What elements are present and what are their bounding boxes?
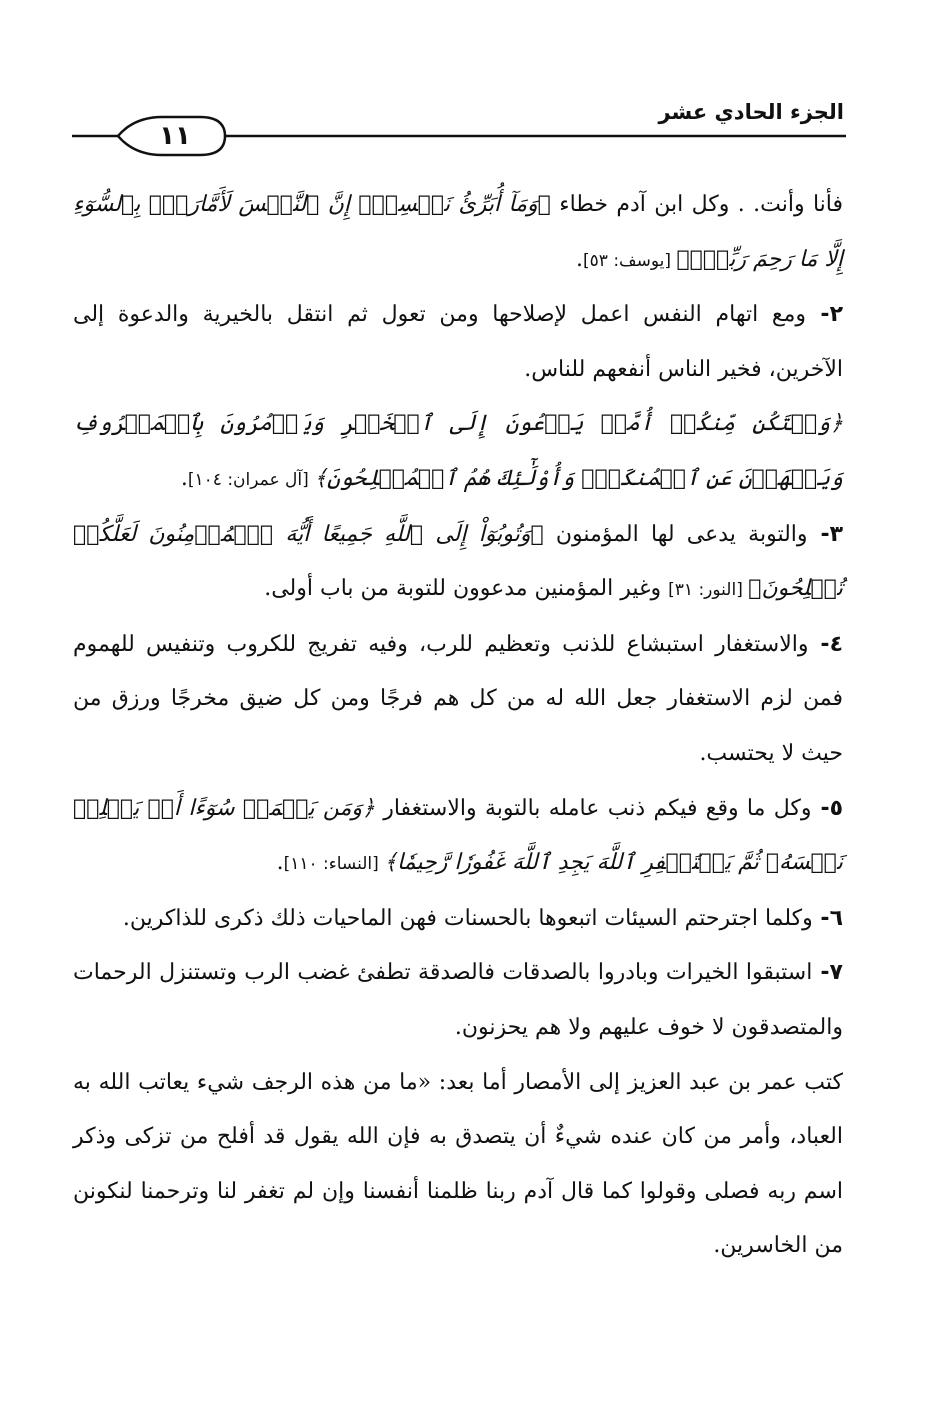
paragraph-text: وكلما اجترحتم السيئات اتبعوها بالحسنات فهن الماحيات ذلك ذكرى للذاكرين. (122, 905, 813, 931)
running-title: الجزء الحادي عشر (658, 100, 844, 124)
verse-citation: [النساء: ١١٠] (283, 854, 385, 875)
paragraph-text: والاستغفار استبشاع للذنب وتعظيم للرب، وفيه تفريج للكروب وتنفيس للهموم فمن لزم الاستغفار جعل الله له من كل هم فرجًا ومن كل ضيق مخرجًا ورزق من حيث لا يحتسب. (73, 631, 843, 766)
paragraph-1 (73, 178, 843, 288)
paragraph-6 (73, 782, 843, 892)
item-number: ٧- (812, 960, 843, 986)
paragraph-tail: . (180, 465, 188, 491)
paragraph-text: استبقوا الخيرات وبادروا بالصدقات فالصدقة تطفئ غضب الرب وتستنزل الرحمات والمتصدقون لا خوف عليهم ولا هم يحزنون. (73, 960, 843, 1040)
page-number: ١١ (159, 121, 191, 151)
paragraph-tail: . (276, 850, 284, 876)
quran-verse: ﴿وَمَآ أُبَرِّئُ نَفۡسِيٓۚ إِنَّ ٱلنَّفۡسَ لَأَمَّارَةُۢ بِٱلسُّوٓءِ إِلَّا مَا رَحِمَ رَبِّيٓۚ﴾ (73, 192, 843, 272)
paragraph-text: كتب عمر بن عبد العزيز إلى الأمصار أما بعد: «ما من هذه الرجف شيء يعاتب الله به العباد، وأمر من كان عنده شيءٌ أن يتصدق به فإن الله يقول قد أفلح من تزكى وذكر اسم ربه فصلى وقولوا كما قال آدم ربنا ظلمنا أنفسنا وإن لم تغفر لنا وترحمنا لنكونن من الخاسرين. (73, 1069, 843, 1259)
quran-verse: ﴿وَلۡتَكُن مِّنكُمۡ أُمَّةٞ يَدۡعُونَ إِلَى ٱلۡخَيۡرِ وَيَأۡمُرُونَ بِٱلۡمَعۡرُوفِ وَيَنۡهَوۡنَ عَنِ ٱلۡمُنكَرِۚ وَأُوْلَٰٓئِكَ هُمُ ٱلۡمُفۡلِحُونَ﴾ (73, 411, 843, 491)
verse-citation: [آل عمران: ١٠٤] (187, 469, 315, 490)
paragraph-tail: . (576, 246, 584, 272)
paragraph-5 (73, 618, 843, 782)
item-number: ٦- (812, 905, 843, 931)
paragraph-text: وكل ما وقع فيكم ذنب عامله بالتوبة والاستغفار (374, 795, 812, 821)
body-text (73, 178, 843, 1274)
paragraph-tail: وغير المؤمنين مدعوون للتوبة من باب أولى. (264, 576, 669, 602)
verse-citation: [النور: ٣١] (668, 580, 749, 601)
paragraph-7 (73, 892, 843, 947)
paragraph-4 (73, 508, 843, 618)
paragraph-3 (73, 397, 843, 507)
paragraph-text: والتوبة يدعى لها المؤمنون (543, 521, 808, 547)
paragraph-text: ومع اتهام النفس اعمل لإصلاحها ومن تعول ثم انتقل بالخيرية والدعوة إلى الآخرين، فخير الناس أنفعهم للناس. (73, 302, 843, 382)
verse-citation: [يوسف: ٥٣] (583, 250, 677, 271)
item-number: ٣- (807, 521, 844, 547)
paragraph-8 (73, 946, 843, 1055)
item-number: ٤- (808, 631, 843, 657)
paragraph-text: فأنا وأنت. . وكل ابن آدم خطاء (550, 192, 843, 217)
paragraph-9 (73, 1056, 843, 1274)
paragraph-2 (73, 288, 843, 397)
item-number: ٢- (806, 302, 844, 328)
item-number: ٥- (811, 795, 844, 821)
quran-verse: ﴿وَتُوبُوٓاْ إِلَى ٱللَّهِ جَمِيعًا أَيُّهَ ٱلۡمُؤۡمِنُونَ لَعَلَّكُمۡ تُفۡلِحُونَ﴾ (73, 521, 843, 602)
quran-verse: ﴿وَمَن يَعۡمَلۡ سُوٓءًا أَوۡ يَظۡلِمۡ نَفۡسَهُۥ ثُمَّ يَسۡتَغۡفِرِ ٱللَّهَ يَجِدِ ٱللَّهَ غَفُورٗا رَّحِيمٗا﴾ (73, 795, 843, 876)
